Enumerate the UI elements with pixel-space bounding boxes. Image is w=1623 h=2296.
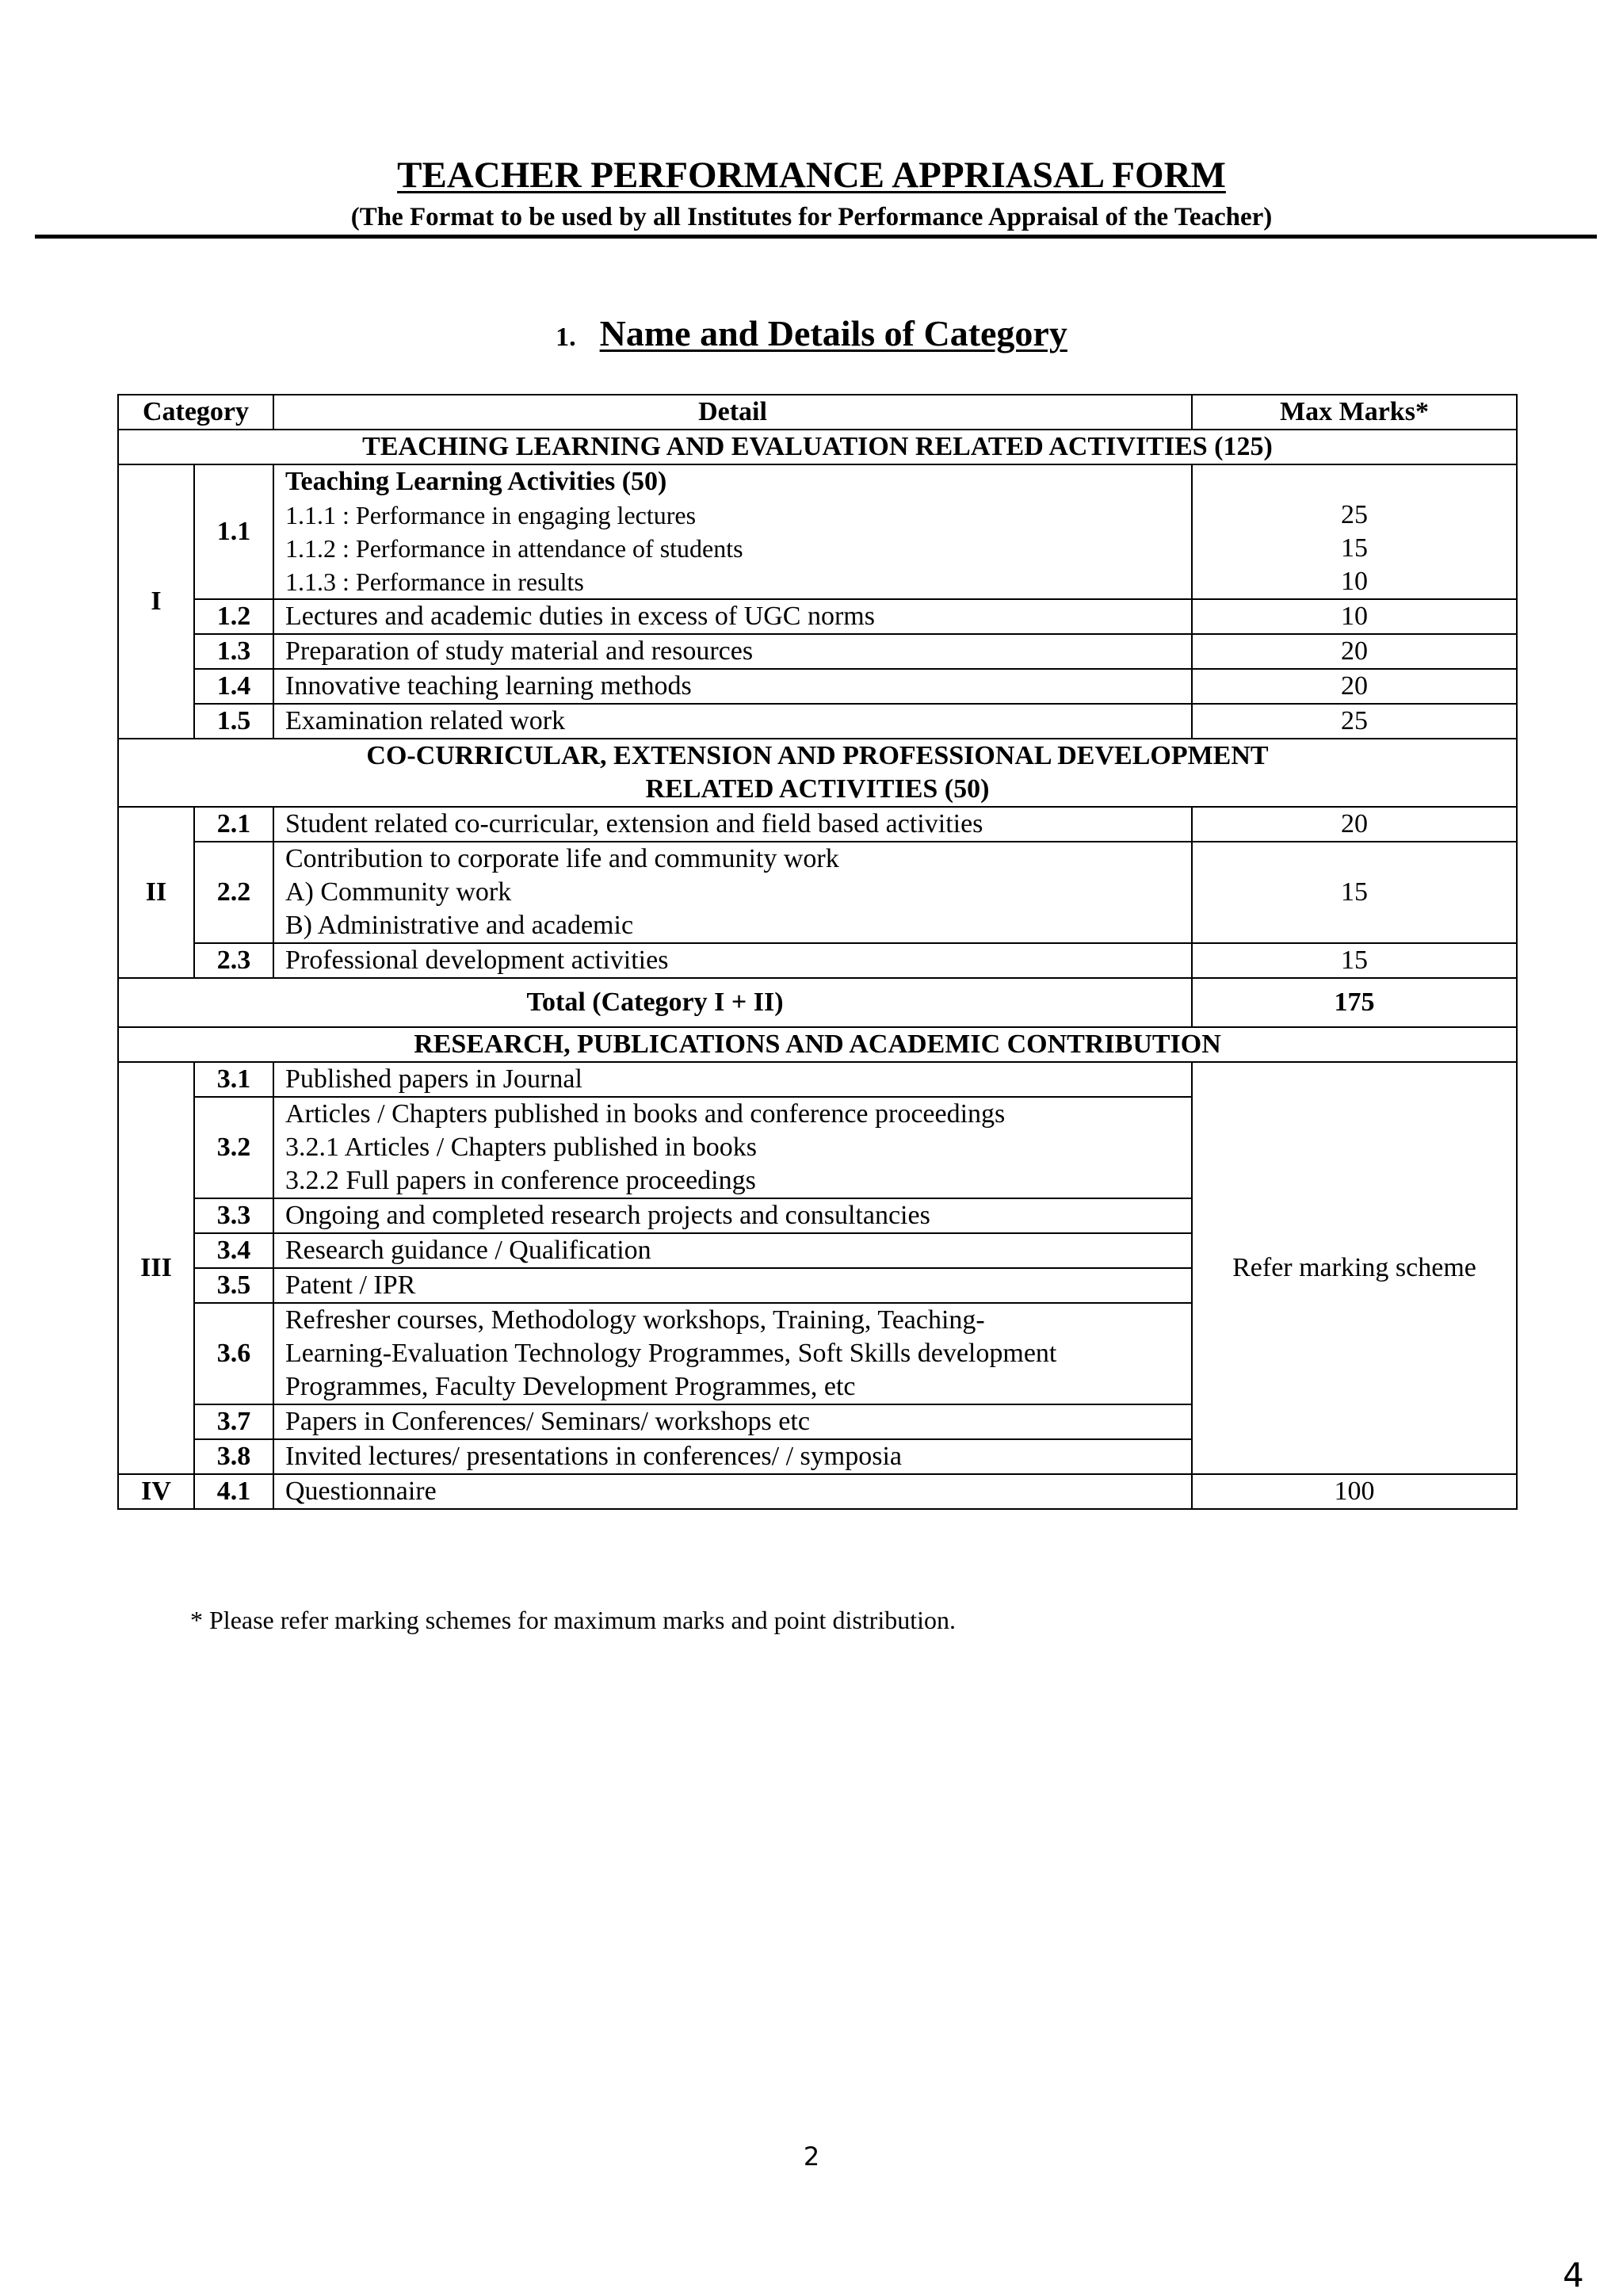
row-marks: 20 bbox=[1192, 807, 1517, 842]
category-heading-row bbox=[118, 739, 1517, 807]
row-code: 3.1 bbox=[194, 1062, 273, 1097]
row-marks: 10 bbox=[1192, 599, 1517, 634]
category-3-marks: Refer marking scheme bbox=[1192, 1062, 1517, 1474]
row-code: 1.4 bbox=[194, 669, 273, 704]
row-code: 3.4 bbox=[194, 1233, 273, 1268]
category-heading-row bbox=[118, 430, 1517, 464]
row-detail-line: Contribution to corporate life and community work bbox=[285, 844, 839, 873]
row-detail-line: Learning-Evaluation Technology Programmes, Soft Skills development bbox=[285, 1339, 1057, 1368]
category-2-label: II bbox=[118, 807, 194, 978]
footnote: * Please refer marking schemes for maximum marks and point distribution. bbox=[190, 1606, 956, 1634]
section-heading bbox=[0, 314, 1623, 354]
header-max-marks: Max Marks* bbox=[1192, 395, 1517, 430]
row-detail-line: A) Community work bbox=[285, 877, 512, 907]
row-marks: 20 bbox=[1192, 634, 1517, 669]
row-detail: Questionnaire bbox=[273, 1474, 1192, 1509]
row-code: 2.3 bbox=[194, 943, 273, 978]
row-code: 1.5 bbox=[194, 704, 273, 739]
table-row bbox=[118, 943, 1517, 978]
category-2-heading bbox=[118, 739, 1517, 807]
row-code: 2.2 bbox=[194, 842, 273, 943]
row-detail: Professional development activities bbox=[273, 943, 1192, 978]
row-detail bbox=[273, 842, 1192, 943]
category-3-label: III bbox=[118, 1062, 194, 1474]
page-number: 2 bbox=[803, 2141, 820, 2172]
header-detail: Detail bbox=[273, 395, 1192, 430]
row-detail-line: Articles / Chapters published in books and conference proceedings bbox=[285, 1099, 1006, 1129]
row-detail: Lectures and academic duties in excess of UGC norms bbox=[273, 599, 1192, 634]
row-detail-line: B) Administrative and academic bbox=[285, 911, 634, 940]
section-title: Name and Details of Category bbox=[599, 313, 1067, 353]
document-subtitle: (The Format to be used by all Institutes for Performance Appraisal of the Teacher) bbox=[350, 203, 1273, 231]
table-row bbox=[118, 1474, 1517, 1509]
title-divider bbox=[35, 235, 1597, 239]
row-marks: 15 bbox=[1192, 842, 1517, 943]
document-title: TEACHER PERFORMANCE APPRIASAL FORM bbox=[397, 155, 1226, 196]
row-detail-subitem: 1.1.2 : Performance in attendance of students bbox=[285, 534, 743, 563]
row-code: 3.6 bbox=[194, 1303, 273, 1404]
row-code: 3.3 bbox=[194, 1198, 273, 1233]
table-row bbox=[118, 1062, 1517, 1097]
category-1-label: I bbox=[118, 464, 194, 739]
row-detail-line: Programmes, Faculty Development Programmes, etc bbox=[285, 1372, 856, 1401]
row-marks bbox=[1192, 464, 1517, 599]
header-category: Category bbox=[118, 395, 273, 430]
row-detail: Published papers in Journal bbox=[273, 1062, 1192, 1097]
total-label: Total (Category I + II) bbox=[118, 978, 1192, 1027]
row-detail-line: 3.2.1 Articles / Chapters published in books bbox=[285, 1133, 757, 1162]
row-detail: Ongoing and completed research projects and consultancies bbox=[273, 1198, 1192, 1233]
category-heading-row bbox=[118, 1027, 1517, 1062]
row-marks-subitem: 15 bbox=[1341, 533, 1368, 563]
row-detail: Student related co-curricular, extension and field based activities bbox=[273, 807, 1192, 842]
row-detail bbox=[273, 1097, 1192, 1198]
row-detail bbox=[273, 464, 1192, 599]
row-code: 1.1 bbox=[194, 464, 273, 599]
row-code: 3.5 bbox=[194, 1268, 273, 1303]
row-code: 3.7 bbox=[194, 1404, 273, 1439]
category-3-heading: RESEARCH, PUBLICATIONS AND ACADEMIC CONTRIBUTION bbox=[118, 1027, 1517, 1062]
table-row bbox=[118, 464, 1517, 599]
table-row bbox=[118, 669, 1517, 704]
total-row bbox=[118, 978, 1517, 1027]
row-marks: 20 bbox=[1192, 669, 1517, 704]
category-2-heading-line: RELATED ACTIVITIES (50) bbox=[645, 774, 990, 804]
row-detail-line: 3.2.2 Full papers in conference proceedings bbox=[285, 1166, 756, 1195]
row-detail-subitem: 1.1.3 : Performance in results bbox=[285, 567, 584, 596]
row-detail: Examination related work bbox=[273, 704, 1192, 739]
row-code: 1.2 bbox=[194, 599, 273, 634]
row-marks-subitem: 25 bbox=[1341, 500, 1368, 529]
row-marks-subitem: 10 bbox=[1341, 567, 1368, 596]
total-marks: 175 bbox=[1192, 978, 1517, 1027]
sheet-number: 4 bbox=[1563, 2256, 1584, 2294]
row-code: 2.1 bbox=[194, 807, 273, 842]
row-detail: Innovative teaching learning methods bbox=[273, 669, 1192, 704]
row-marks: 25 bbox=[1192, 704, 1517, 739]
table-row bbox=[118, 807, 1517, 842]
table-row bbox=[118, 634, 1517, 669]
row-code: 3.2 bbox=[194, 1097, 273, 1198]
row-code: 4.1 bbox=[194, 1474, 273, 1509]
table-row bbox=[118, 704, 1517, 739]
row-detail-subitem: 1.1.1 : Performance in engaging lectures bbox=[285, 501, 697, 529]
row-detail: Papers in Conferences/ Seminars/ workshops etc bbox=[273, 1404, 1192, 1439]
row-detail bbox=[273, 1303, 1192, 1404]
row-marks: 15 bbox=[1192, 943, 1517, 978]
table-row bbox=[118, 599, 1517, 634]
row-detail: Research guidance / Qualification bbox=[273, 1233, 1192, 1268]
row-marks: 100 bbox=[1192, 1474, 1517, 1509]
row-detail-line: Refresher courses, Methodology workshops, Training, Teaching- bbox=[285, 1305, 985, 1335]
category-2-heading-line: CO-CURRICULAR, EXTENSION AND PROFESSIONAL DEVELOPMENT bbox=[366, 741, 1269, 770]
row-code: 1.3 bbox=[194, 634, 273, 669]
row-detail: Invited lectures/ presentations in conferences/ / symposia bbox=[273, 1439, 1192, 1474]
row-detail: Preparation of study material and resources bbox=[273, 634, 1192, 669]
category-table bbox=[117, 394, 1518, 1510]
row-detail: Patent / IPR bbox=[273, 1268, 1192, 1303]
section-number: 1. bbox=[556, 323, 576, 352]
category-4-label: IV bbox=[118, 1474, 194, 1509]
category-1-heading: TEACHING LEARNING AND EVALUATION RELATED ACTIVITIES (125) bbox=[118, 430, 1517, 464]
table-row bbox=[118, 842, 1517, 943]
row-detail-title: Teaching Learning Activities (50) bbox=[285, 467, 667, 496]
table-header-row bbox=[118, 395, 1517, 430]
row-code: 3.8 bbox=[194, 1439, 273, 1474]
